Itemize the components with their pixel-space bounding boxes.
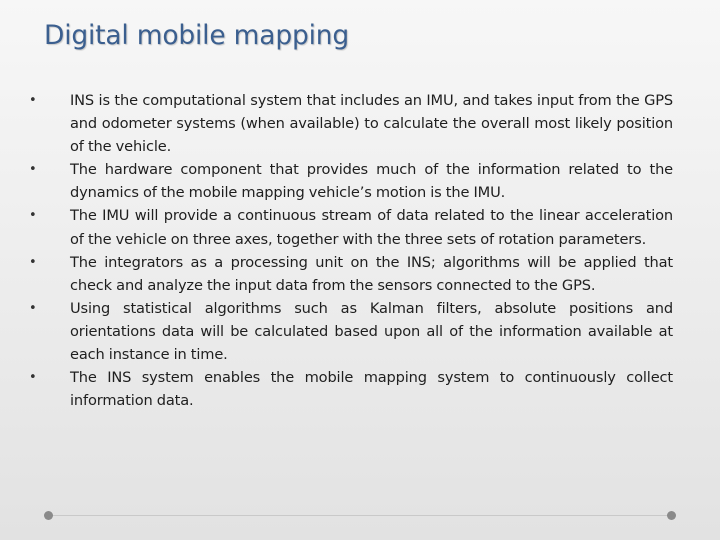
bullet-item xyxy=(26,158,673,204)
slide-title: Digital mobile mapping xyxy=(44,20,349,51)
bullet-item xyxy=(26,297,673,366)
bullet-list xyxy=(26,89,673,412)
bullet-text: Using statistical algorithms such as Kalman filters, absolute positions and orientations data will be calculated based upon all of the information available at each instance in time. xyxy=(70,299,673,364)
bullet-text: INS is the computational system that includes an IMU, and takes input from the GPS and odometer systems (when available) to calculate the overall most likely position of the vehicle. xyxy=(70,92,673,156)
bullet-item xyxy=(26,204,673,250)
footer-dot-left-icon xyxy=(44,511,53,520)
bullet-marker-icon: • xyxy=(29,254,37,270)
bullet-text: The IMU will provide a continuous stream of data related to the linear acceleration of the vehicle on three axes, together with the three sets of rotation parameters. xyxy=(70,207,673,248)
bullet-text: The INS system enables the mobile mapping system to continuously collect information data. xyxy=(70,369,673,410)
bullet-marker-icon: • xyxy=(29,370,37,386)
footer-divider xyxy=(48,515,672,516)
bullet-marker-icon: • xyxy=(29,162,37,178)
bullet-text: The integrators as a processing unit on the INS; algorithms will be applied that check and analyze the input data from the sensors connected to the GPS. xyxy=(70,253,673,294)
footer-dot-right-icon xyxy=(667,511,676,520)
bullet-marker-icon: • xyxy=(29,300,37,316)
bullet-item xyxy=(26,251,673,297)
bullet-marker-icon: • xyxy=(29,208,37,224)
bullet-item xyxy=(26,366,673,412)
bullet-text: The hardware component that provides much of the information related to the dynamics of the mobile mapping vehicle’s motion is the IMU. xyxy=(70,161,673,202)
bullet-item xyxy=(26,89,673,158)
bullet-marker-icon: • xyxy=(29,93,37,108)
